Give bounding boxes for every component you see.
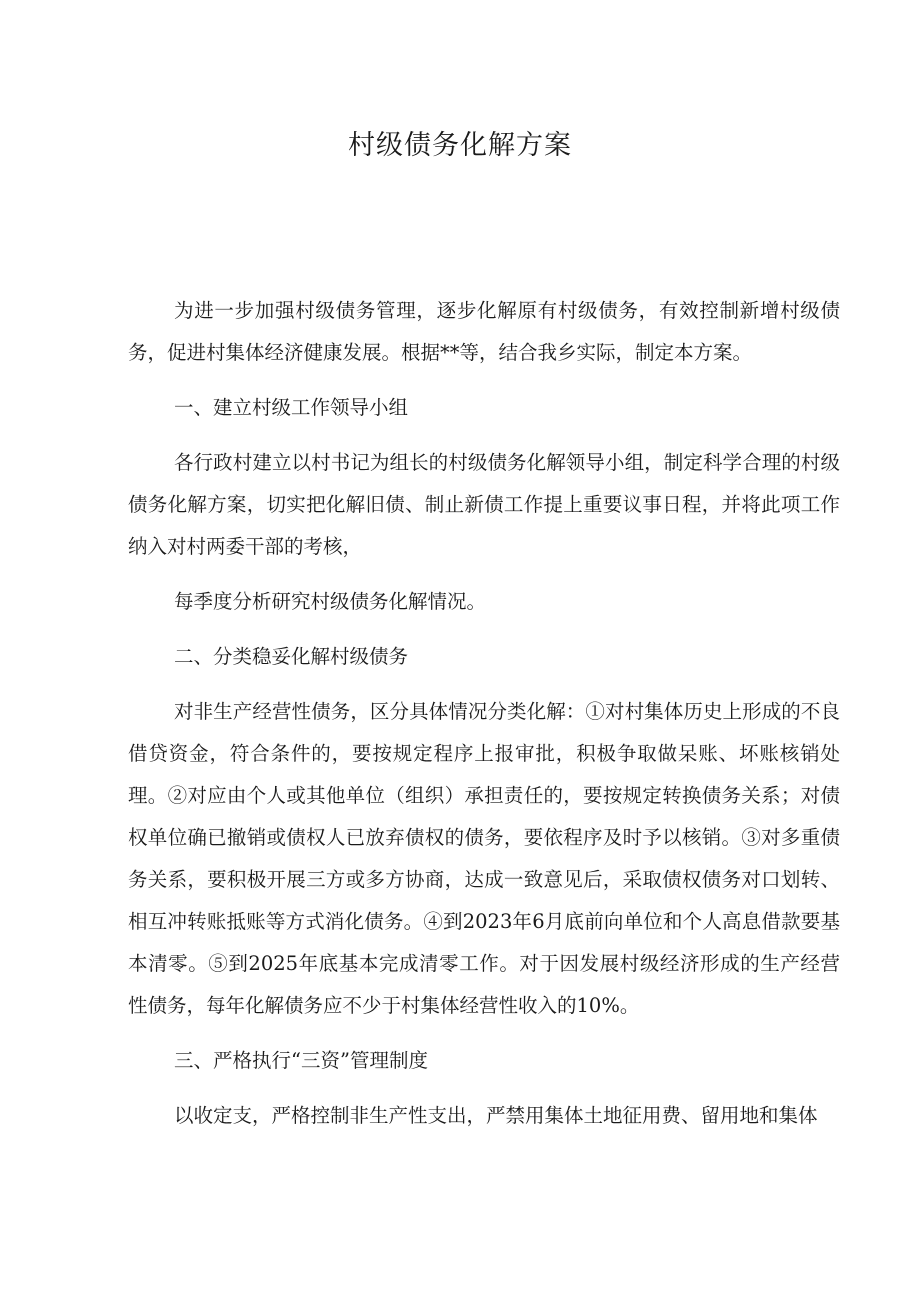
paragraph-section-1-cont: 每季度分析研究村级债务化解情况。 <box>174 590 487 613</box>
paragraph-section-1: 各行政村建立以村书记为组长的村级债务化解领导小组，制定科学合理的村级债务化解方案，切实把化解旧债、制止新债工作提上重要议事日程，并将此项工作纳入对村两委干部的考核， <box>128 451 840 558</box>
document-body <box>128 290 840 1137</box>
document-title: 村级债务化解方案 <box>348 130 572 161</box>
paragraph-section-3: 以收定支，严格控制非生产性支出，严禁用集体土地征用费、留用地和集体 <box>174 1104 818 1127</box>
section-heading-1: 一、建立村级工作领导小组 <box>174 396 409 419</box>
section-heading-2: 二、分类稳妥化解村级债务 <box>174 645 409 668</box>
paragraph-intro: 为进一步加强村级债务管理，逐步化解原有村级债务，有效控制新增村级债务，促进村集体经济健康发展。根据**等，结合我乡实际，制定本方案。 <box>128 299 840 364</box>
section-heading-3: 三、严格执行“三资”管理制度 <box>174 1049 428 1072</box>
paragraph-section-2: 对非生产经营性债务，区分具体情况分类化解：①对村集体历史上形成的不良借贷资金，符合条件的，要按规定程序上报审批，积极争取做呆账、坏账核销处理。②对应由个人或其他单位（组织）承担责任的，要按规定转换债务关系；对债权单位确已撤销或债权人已放弃债权的债务，要依程序及时予以核销。③对多重债务关系，要积极开展三方或多方协商，达成一致意见后，采取债权债务对口划转、相互冲转账抵账等方式消化债务。④到2023年6月底前向单位和个人高息借款要基本清零。⑤到2025年底基本完成清零工作。对于因发展村级经济形成的生产经营性债务，每年化解债务应不少于村集体经营性收入的10%。 <box>128 700 840 1017</box>
